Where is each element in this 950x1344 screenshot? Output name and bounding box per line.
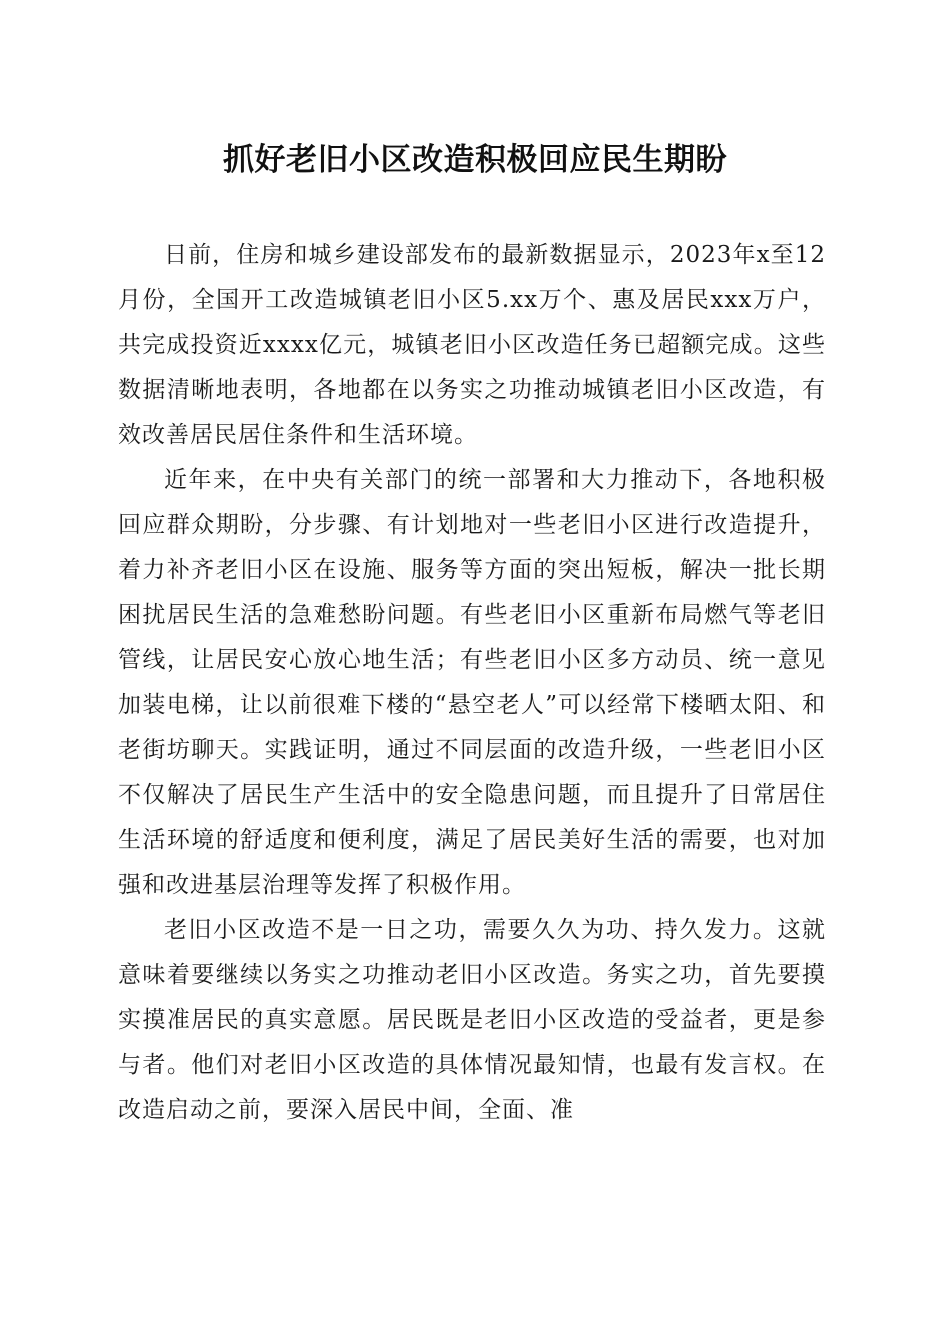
- paragraph-3: 老旧小区改造不是一日之功，需要久久为功、持久发力。这就意味着要继续以务实之功推动老旧小区改造。务实之功，首先要摸实摸准居民的真实意愿。居民既是老旧小区改造的受益者，更是参与者。他们对老旧小区改造的具体情况最知情，也最有发言权。在改造启动之前，要深入居民中间，全面、准: [118, 917, 826, 1123]
- paragraph-1: 日前，住房和城乡建设部发布的最新数据显示，2023年x至12月份，全国开工改造城镇老旧小区5.xx万个、惠及居民xxx万户，共完成投资近xxxx亿元，城镇老旧小区改造任务已超额完成。这些数据清晰地表明，各地都在以务实之功推动城镇老旧小区改造，有效改善居民居住条件和生活环境。: [118, 242, 826, 448]
- document-title: 抓好老旧小区改造积极回应民生期盼: [223, 142, 727, 178]
- paragraph-2: 近年来，在中央有关部门的统一部署和大力推动下，各地积极回应群众期盼，分步骤、有计划地对一些老旧小区进行改造提升，着力补齐老旧小区在设施、服务等方面的突出短板，解决一批长期困扰居民生活的急难愁盼问题。有些老旧小区重新布局燃气等老旧管线，让居民安心放心地生活；有些老旧小区多方动员、统一意见加装电梯，让以前很难下楼的“悬空老人”可以经常下楼晒太阳、和老街坊聊天。实践证明，通过不同层面的改造升级，一些老旧小区不仅解决了居民生产生活中的安全隐患问题，而且提升了日常居住生活环境的舒适度和便利度，满足了居民美好生活的需要，也对加强和改进基层治理等发挥了积极作用。: [118, 467, 826, 898]
- document-body: [118, 233, 826, 1133]
